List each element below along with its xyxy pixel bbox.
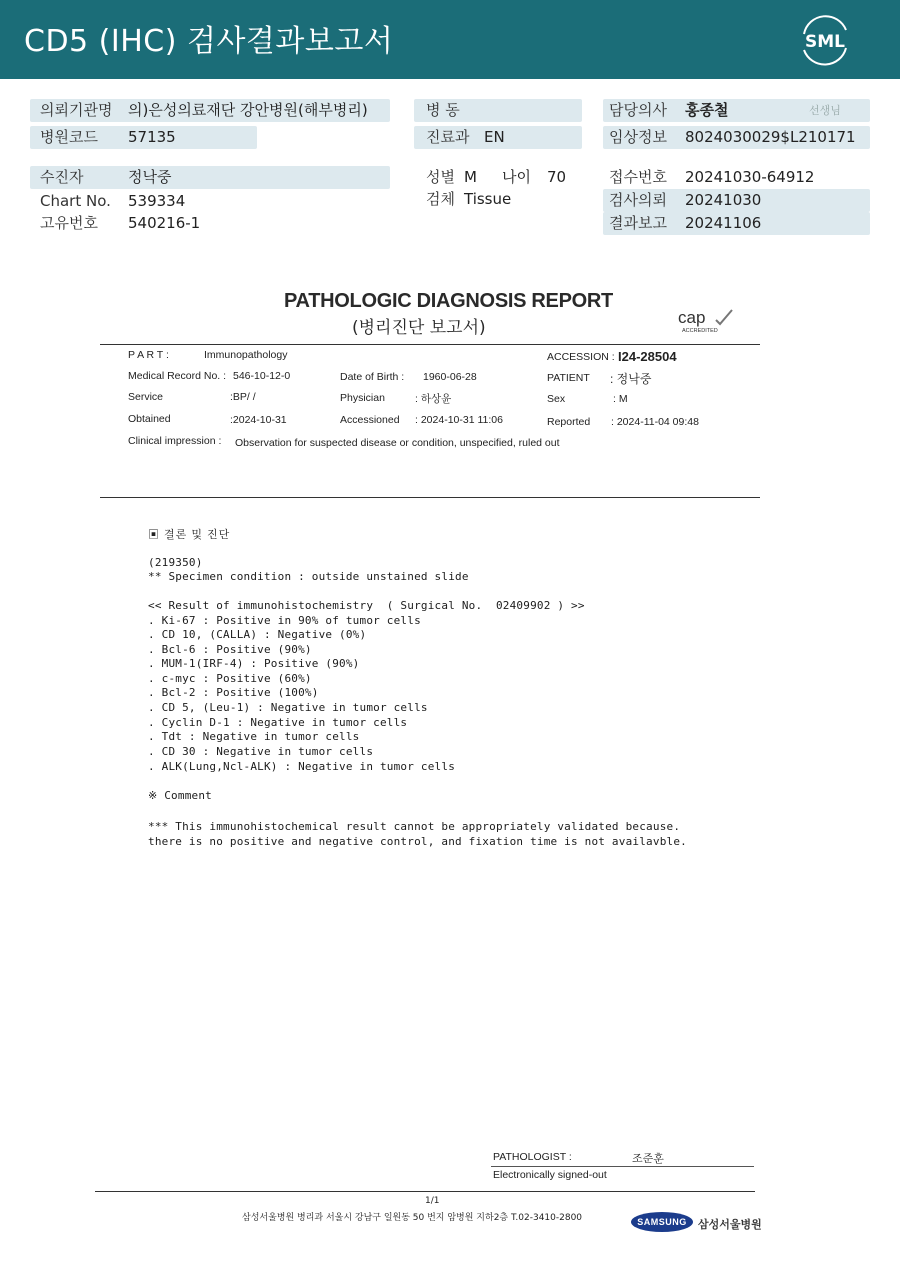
body-line: ** Specimen condition : outside unstained slide — [148, 570, 469, 583]
sex-label: 성별 — [426, 168, 455, 186]
reported-value: : 2024-11-04 09:48 — [611, 416, 699, 428]
body-line: . CD 5, (Leu-1) : Negative in tumor cells — [148, 701, 428, 714]
receipt-value: 20241030-64912 — [685, 168, 815, 186]
unique-id-label: 고유번호 — [40, 214, 98, 232]
part-label: P A R T : — [128, 349, 169, 361]
samsung-brand-text: SAMSUNG — [637, 1217, 687, 1227]
chart-label: Chart No. — [40, 192, 111, 210]
body-line: . Bcl-2 : Positive (100%) — [148, 686, 319, 699]
department-field — [414, 126, 582, 149]
body-line: (219350) — [148, 556, 203, 569]
body-line: ※ Comment — [148, 789, 212, 802]
doctor-value: 홍종철 — [685, 101, 729, 119]
patient-field — [30, 166, 390, 189]
report-header — [0, 0, 900, 79]
hospital-code-label: 병원코드 — [40, 128, 98, 146]
page-number: 1/1 — [425, 1196, 440, 1206]
report-mid-rule — [100, 497, 760, 498]
clinical-info-label: 임상정보 — [609, 128, 667, 146]
receipt-label: 접수번호 — [609, 168, 667, 186]
physician-label: Physician — [340, 392, 385, 404]
patient-label: 수진자 — [40, 168, 84, 186]
specimen-label: 검체 — [426, 190, 455, 208]
accessioned-value: : 2024-10-31 11:06 — [415, 414, 503, 426]
institution-field — [30, 99, 390, 122]
result-report-label: 결과보고 — [609, 214, 667, 232]
body-line: . CD 30 : Negative in tumor cells — [148, 745, 374, 758]
department-label: 진료과 — [426, 128, 470, 146]
age-value: 70 — [547, 168, 567, 186]
sex-value: M — [464, 168, 477, 186]
reported-label: Reported — [547, 416, 591, 428]
logo-text: SML — [805, 32, 845, 52]
request-field — [603, 189, 870, 212]
footer-rule — [95, 1191, 755, 1192]
accessioned-label: Accessioned — [340, 414, 400, 426]
unique-id-value: 540216-1 — [128, 214, 201, 232]
page-title: CD5 (IHC) 검사결과보고서 — [24, 24, 394, 59]
doctor-suffix: 선생님 — [809, 104, 841, 117]
sml-logo-icon — [796, 12, 854, 68]
cap-logo-text: cap — [678, 308, 706, 327]
clinical-impression-value: Observation for suspected disease or condition, unspecified, ruled out — [235, 437, 560, 449]
signed-out-text: Electronically signed-out — [493, 1169, 607, 1181]
body-line: . Ki-67 : Positive in 90% of tumor cells — [148, 614, 421, 627]
obtained-value: :2024-10-31 — [230, 414, 287, 426]
footer-hospital-name: 삼성서울병원 — [698, 1218, 762, 1231]
chart-field — [30, 190, 390, 213]
sex-report-value: : M — [613, 393, 628, 405]
result-report-value: 20241106 — [685, 214, 762, 232]
ward-field — [414, 99, 582, 122]
service-value: :BP/ / — [230, 391, 256, 403]
patient-report-label: PATIENT — [547, 372, 590, 384]
dob-label: Date of Birth : — [340, 371, 405, 383]
service-label: Service — [128, 391, 164, 403]
age-label: 나이 — [502, 168, 531, 186]
report-top-rule — [100, 344, 760, 345]
sex-age-field — [414, 166, 582, 189]
clinical-impression-label: Clinical impression : — [128, 435, 222, 447]
institution-label: 의뢰기관명 — [40, 101, 113, 119]
ward-label: 병 동 — [426, 101, 460, 119]
footer-address: 삼성서울병원 병리과 서울시 강남구 일원동 50 번지 암병원 지하2층 T.02-3410-2800 — [242, 1213, 583, 1223]
chart-value: 539334 — [128, 192, 186, 210]
pathologist-value: 조준훈 — [632, 1153, 664, 1165]
body-line: . Bcl-6 : Positive (90%) — [148, 643, 312, 656]
request-label: 검사의뢰 — [609, 191, 667, 209]
medical-record-value: 546-10-12-0 — [233, 370, 291, 382]
institution-value: 의)은성의료재단 강안병원(해부병리) — [128, 101, 368, 119]
body-line: . Tdt : Negative in tumor cells — [148, 730, 360, 743]
patient-value: 정낙중 — [128, 168, 172, 186]
part-value: Immunopathology — [204, 349, 288, 361]
specimen-value: Tissue — [464, 190, 512, 208]
specimen-field — [414, 188, 582, 211]
body-line: *** This immunohistochemical result cannot be appropriately validated because. — [148, 820, 681, 833]
hospital-code-field — [30, 126, 257, 149]
body-line: . Cyclin D-1 : Negative in tumor cells — [148, 716, 408, 729]
body-line: . ALK(Lung,Ncl-ALK) : Negative in tumor cells — [148, 760, 456, 773]
conclusion-heading: ▣ 결론 및 진단 — [148, 529, 231, 541]
accession-label: ACCESSION : — [547, 351, 615, 363]
body-line: << Result of immunohistochemistry ( Surgical No. 02409902 ) >> — [148, 599, 585, 612]
body-line: . CD 10, (CALLA) : Negative (0%) — [148, 628, 367, 641]
medical-record-label: Medical Record No. : — [128, 370, 227, 382]
hospital-code-value: 57135 — [128, 128, 176, 146]
signature-rule — [491, 1166, 754, 1167]
physician-value: : 하상윤 — [415, 393, 452, 405]
clinical-info-value: 8024030029$L210171 — [685, 128, 856, 146]
accession-value: I24-28504 — [618, 349, 677, 364]
patient-report-value: : 정낙중 — [610, 372, 652, 386]
result-report-field — [603, 212, 870, 235]
sex-report-label: Sex — [547, 393, 566, 405]
report-subtitle: (병리진단 보고서) — [352, 318, 486, 338]
report-title: PATHOLOGIC DIAGNOSIS REPORT — [284, 290, 613, 312]
cap-logo-subtext: ACCREDITED — [682, 328, 718, 334]
receipt-field — [603, 166, 870, 189]
request-value: 20241030 — [685, 191, 762, 209]
unique-id-field — [30, 212, 390, 235]
body-line: . c-myc : Positive (60%) — [148, 672, 312, 685]
doctor-label: 담당의사 — [609, 101, 667, 119]
clinical-info-field — [603, 126, 870, 149]
cap-accredited-logo-icon — [676, 306, 738, 334]
doctor-field — [603, 99, 870, 122]
pathologist-label: PATHOLOGIST : — [493, 1151, 572, 1163]
department-value: EN — [484, 128, 505, 146]
body-line: there is no positive and negative control, and fixation time is not availavble. — [148, 835, 687, 848]
body-line: . MUM-1(IRF-4) : Positive (90%) — [148, 657, 360, 670]
samsung-logo — [631, 1212, 693, 1232]
obtained-label: Obtained — [128, 413, 171, 425]
dob-value: 1960-06-28 — [423, 371, 477, 383]
